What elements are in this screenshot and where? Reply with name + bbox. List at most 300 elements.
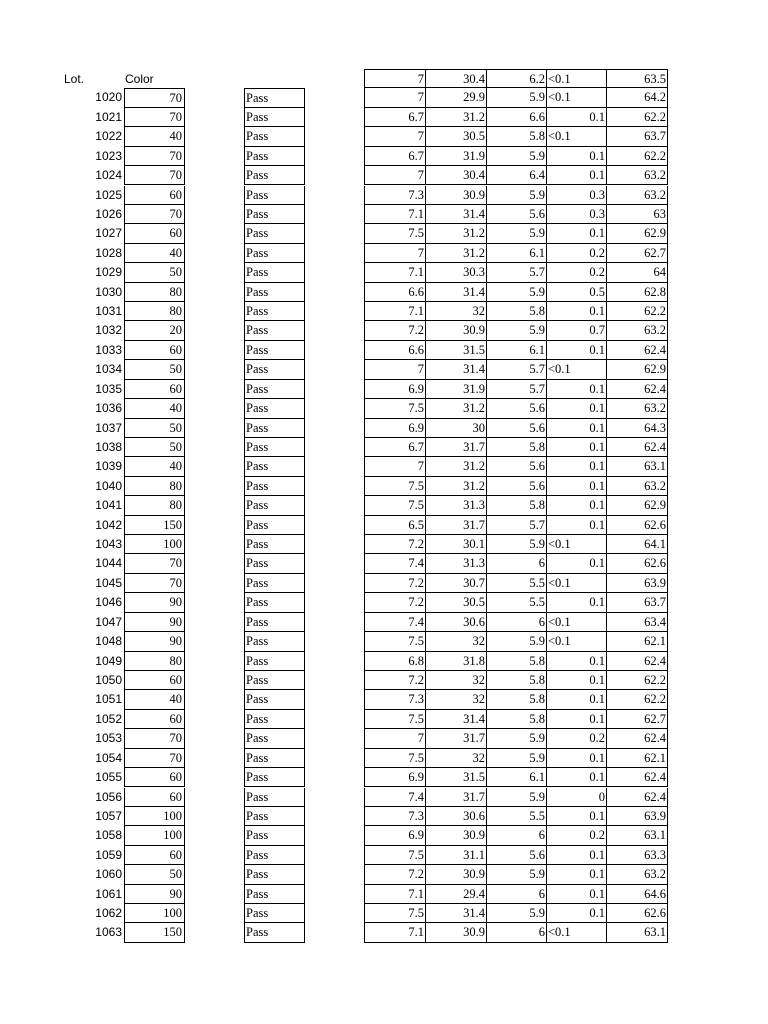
lot-number: 1028	[95, 245, 122, 260]
cell-c3: 5.9	[487, 865, 547, 884]
lot-number: 1025	[95, 187, 122, 202]
color-value: 70	[124, 729, 185, 748]
result-value: Pass	[244, 671, 305, 690]
cell-c5: 62.6	[607, 554, 668, 573]
table-row	[0, 632, 768, 651]
cell-c2: 32	[426, 632, 487, 651]
cell-c5: 62.2	[607, 108, 668, 127]
lot-number: 1044	[95, 556, 122, 571]
cell-c2: 30	[426, 419, 487, 438]
cell-c5: 63.3	[607, 846, 668, 865]
cell-c4: 0.1	[547, 341, 607, 360]
result-value: Pass	[244, 554, 305, 573]
cell-c3: 6	[487, 613, 547, 632]
color-value: 70	[124, 554, 185, 573]
cell-c5: 62.2	[607, 302, 668, 321]
cell-c5: 63.1	[607, 826, 668, 845]
cell-c3: 6.4	[487, 166, 547, 185]
table-row	[0, 205, 768, 224]
cell-c5: 64.2	[607, 88, 668, 107]
cell-c5: 62.6	[607, 516, 668, 535]
result-value: Pass	[244, 263, 305, 282]
cell-c1: 7	[364, 457, 426, 476]
cell-c1: 7.4	[364, 788, 426, 807]
lot-number: 1062	[95, 906, 122, 921]
lot-number: 1059	[95, 847, 122, 862]
color-value: 40	[124, 457, 185, 476]
cell-c3: 5.9	[487, 788, 547, 807]
color-value: 70	[124, 749, 185, 768]
cell-c2: 31.4	[426, 904, 487, 923]
cell-c5: 62.4	[607, 380, 668, 399]
cell-c2: 30.9	[426, 826, 487, 845]
cell-c2: 31.7	[426, 729, 487, 748]
cell-c5: 62.2	[607, 147, 668, 166]
color-value: 60	[124, 224, 185, 243]
lot-number: 1039	[95, 459, 122, 474]
cell-c2: 30.7	[426, 574, 487, 593]
result-value: Pass	[244, 302, 305, 321]
cell-c2: 30.4	[426, 69, 487, 88]
cell-c3: 5.5	[487, 574, 547, 593]
lot-number: 1057	[95, 808, 122, 823]
color-value: 70	[124, 88, 185, 107]
result-value: Pass	[244, 768, 305, 787]
cell-c2: 30.3	[426, 263, 487, 282]
color-value: 90	[124, 885, 185, 904]
color-value: 40	[124, 127, 185, 146]
cell-c4: 0.1	[547, 652, 607, 671]
cell-c1: 7.5	[364, 749, 426, 768]
color-value: 50	[124, 865, 185, 884]
table-row	[0, 244, 768, 263]
table-row	[0, 671, 768, 690]
cell-c1: 6.7	[364, 147, 426, 166]
result-value: Pass	[244, 166, 305, 185]
cell-c5: 62.4	[607, 729, 668, 748]
result-value: Pass	[244, 749, 305, 768]
result-value: Pass	[244, 690, 305, 709]
cell-c2: 31.2	[426, 477, 487, 496]
result-value: Pass	[244, 477, 305, 496]
result-value: Pass	[244, 244, 305, 263]
cell-c4: 0.1	[547, 904, 607, 923]
color-value: 80	[124, 283, 185, 302]
result-value: Pass	[244, 593, 305, 612]
color-value: 20	[124, 321, 185, 340]
lot-number: 1058	[95, 828, 122, 843]
cell-c1: 7.3	[364, 690, 426, 709]
cell-c5: 64.3	[607, 419, 668, 438]
color-value: 60	[124, 186, 185, 205]
cell-c4: 0.1	[547, 457, 607, 476]
cell-c2: 30.4	[426, 166, 487, 185]
cell-c5: 63.2	[607, 166, 668, 185]
result-value: Pass	[244, 360, 305, 379]
result-value: Pass	[244, 108, 305, 127]
cell-c3: 6.2	[487, 69, 547, 88]
cell-c3: 5.8	[487, 652, 547, 671]
color-value: 90	[124, 613, 185, 632]
cell-c2: 29.4	[426, 885, 487, 904]
table-row	[0, 652, 768, 671]
cell-c1: 7.5	[364, 904, 426, 923]
result-value: Pass	[244, 88, 305, 107]
cell-c3: 6.1	[487, 341, 547, 360]
cell-c4: 0.7	[547, 321, 607, 340]
result-value: Pass	[244, 321, 305, 340]
color-column-header: Color	[125, 72, 154, 86]
lot-number: 1042	[95, 517, 122, 532]
result-value: Pass	[244, 127, 305, 146]
cell-c2: 30.6	[426, 807, 487, 826]
lot-number: 1053	[95, 731, 122, 746]
cell-c2: 31.4	[426, 283, 487, 302]
lot-number: 1038	[95, 439, 122, 454]
table-row	[0, 788, 768, 807]
result-value: Pass	[244, 923, 305, 942]
result-value: Pass	[244, 516, 305, 535]
cell-c4: 0.3	[547, 186, 607, 205]
color-value: 80	[124, 496, 185, 515]
result-value: Pass	[244, 205, 305, 224]
cell-c2: 30.9	[426, 865, 487, 884]
table-row	[0, 574, 768, 593]
cell-c1: 7.5	[364, 399, 426, 418]
lot-number: 1049	[95, 653, 122, 668]
cell-c3: 5.9	[487, 147, 547, 166]
table-row	[0, 496, 768, 515]
cell-c2: 32	[426, 302, 487, 321]
table-row	[0, 302, 768, 321]
cell-c2: 31.4	[426, 205, 487, 224]
cell-c1: 7.5	[364, 710, 426, 729]
cell-c5: 62.2	[607, 690, 668, 709]
cell-c2: 30.9	[426, 321, 487, 340]
cell-c4: <0.1	[547, 127, 607, 146]
cell-c1: 7.1	[364, 923, 426, 942]
cell-c5: 62.9	[607, 496, 668, 515]
cell-c3: 5.8	[487, 690, 547, 709]
cell-c1: 7.4	[364, 554, 426, 573]
cell-c3: 6	[487, 923, 547, 942]
lot-number: 1030	[95, 284, 122, 299]
cell-c1: 7	[364, 360, 426, 379]
cell-c5: 62.7	[607, 244, 668, 263]
lot-number: 1045	[95, 575, 122, 590]
cell-c4: 0.1	[547, 710, 607, 729]
cell-c5: 63.7	[607, 593, 668, 612]
cell-c1: 7	[364, 166, 426, 185]
table-row	[0, 710, 768, 729]
cell-c2: 29.9	[426, 88, 487, 107]
result-value: Pass	[244, 535, 305, 554]
cell-c4: 0.2	[547, 729, 607, 748]
table-row	[0, 826, 768, 845]
cell-c3: 5.8	[487, 671, 547, 690]
cell-c1: 6.5	[364, 516, 426, 535]
color-value: 50	[124, 263, 185, 282]
table-row	[0, 457, 768, 476]
table-row	[0, 865, 768, 884]
cell-c3: 5.9	[487, 283, 547, 302]
cell-c5: 62.4	[607, 788, 668, 807]
cell-c5: 62.9	[607, 224, 668, 243]
cell-c4: <0.1	[547, 632, 607, 651]
cell-c5: 64.1	[607, 535, 668, 554]
lot-number: 1029	[95, 265, 122, 280]
result-value: Pass	[244, 496, 305, 515]
cell-c4: 0.5	[547, 283, 607, 302]
result-value: Pass	[244, 788, 305, 807]
cell-c3: 5.9	[487, 904, 547, 923]
cell-c5: 63.9	[607, 574, 668, 593]
cell-c1: 7.2	[364, 535, 426, 554]
table-row	[0, 88, 768, 107]
result-value: Pass	[244, 632, 305, 651]
lot-number: 1055	[95, 770, 122, 785]
cell-c4: 0.1	[547, 554, 607, 573]
cell-c3: 5.6	[487, 846, 547, 865]
cell-c1: 7.5	[364, 846, 426, 865]
cell-c2: 31.4	[426, 360, 487, 379]
cell-c2: 31.9	[426, 147, 487, 166]
lot-number: 1060	[95, 867, 122, 882]
cell-c3: 5.9	[487, 224, 547, 243]
result-value: Pass	[244, 904, 305, 923]
cell-c4: 0.1	[547, 166, 607, 185]
cell-c5: 63.2	[607, 399, 668, 418]
cell-c4: <0.1	[547, 360, 607, 379]
cell-c1: 7.2	[364, 865, 426, 884]
cell-c4: 0.1	[547, 380, 607, 399]
color-value: 150	[124, 516, 185, 535]
cell-c5: 63.9	[607, 807, 668, 826]
cell-c5: 63.1	[607, 923, 668, 942]
cell-c3: 5.9	[487, 729, 547, 748]
cell-c1: 7.1	[364, 263, 426, 282]
lot-number: 1046	[95, 595, 122, 610]
lot-number: 1052	[95, 711, 122, 726]
table-row	[0, 438, 768, 457]
result-value: Pass	[244, 341, 305, 360]
cell-c4: 0.1	[547, 516, 607, 535]
cell-c3: 6.1	[487, 244, 547, 263]
color-value: 100	[124, 826, 185, 845]
color-value: 60	[124, 380, 185, 399]
color-value: 90	[124, 593, 185, 612]
lot-number: 1024	[95, 168, 122, 183]
table-row	[0, 729, 768, 748]
cell-c3: 5.6	[487, 477, 547, 496]
cell-c2: 31.3	[426, 554, 487, 573]
cell-c2: 31.2	[426, 224, 487, 243]
cell-c2: 31.7	[426, 788, 487, 807]
cell-c4: 0.1	[547, 302, 607, 321]
cell-c3: 5.6	[487, 457, 547, 476]
result-value: Pass	[244, 574, 305, 593]
cell-c4: <0.1	[547, 69, 607, 88]
cell-c3: 5.6	[487, 205, 547, 224]
cell-c5: 63.1	[607, 457, 668, 476]
lot-number: 1061	[95, 886, 122, 901]
color-value: 60	[124, 341, 185, 360]
cell-c2: 30.5	[426, 127, 487, 146]
result-value: Pass	[244, 147, 305, 166]
lot-number: 1036	[95, 401, 122, 416]
cell-c4: <0.1	[547, 574, 607, 593]
cell-c2: 31.5	[426, 341, 487, 360]
lot-number: 1050	[95, 673, 122, 687]
table-row	[0, 535, 768, 554]
cell-c5: 62.4	[607, 652, 668, 671]
cell-c1: 6.7	[364, 108, 426, 127]
table-row	[0, 554, 768, 573]
cell-c1: 7.2	[364, 574, 426, 593]
cell-c2: 31.4	[426, 710, 487, 729]
table-row	[0, 341, 768, 360]
table-row	[0, 283, 768, 302]
cell-c2: 31.5	[426, 768, 487, 787]
cell-c5: 63.4	[607, 613, 668, 632]
cell-c4: 0.2	[547, 244, 607, 263]
cell-c4: 0.1	[547, 749, 607, 768]
lot-number: 1021	[95, 109, 122, 124]
cell-c2: 30.6	[426, 613, 487, 632]
cell-c1: 7.3	[364, 186, 426, 205]
cell-c4: 0.1	[547, 593, 607, 612]
lot-number: 1035	[95, 381, 122, 396]
color-value: 60	[124, 710, 185, 729]
lot-number: 1048	[95, 634, 122, 649]
cell-c4: 0.1	[547, 885, 607, 904]
color-value: 150	[124, 923, 185, 942]
result-value: Pass	[244, 710, 305, 729]
cell-c4: 0.1	[547, 399, 607, 418]
lot-number: 1056	[95, 789, 122, 804]
cell-c1: 7	[364, 69, 426, 88]
cell-c3: 5.9	[487, 321, 547, 340]
cell-c3: 5.9	[487, 88, 547, 107]
cell-c4: <0.1	[547, 88, 607, 107]
cell-c1: 7	[364, 244, 426, 263]
table-row	[0, 108, 768, 127]
cell-c3: 5.7	[487, 380, 547, 399]
table-row	[0, 380, 768, 399]
color-value: 60	[124, 846, 185, 865]
color-value: 90	[124, 632, 185, 651]
cell-c4: 0.1	[547, 147, 607, 166]
cell-c2: 32	[426, 690, 487, 709]
table-row	[0, 419, 768, 438]
cell-c3: 5.8	[487, 302, 547, 321]
cell-c5: 62.9	[607, 360, 668, 379]
cell-c2: 31.7	[426, 516, 487, 535]
cell-c1: 6.6	[364, 341, 426, 360]
cell-c1: 7.1	[364, 885, 426, 904]
cell-c5: 62.4	[607, 768, 668, 787]
result-value: Pass	[244, 885, 305, 904]
cell-c1: 6.9	[364, 380, 426, 399]
cell-c5: 62.1	[607, 749, 668, 768]
result-value: Pass	[244, 419, 305, 438]
lot-number: 1022	[95, 129, 122, 144]
result-value: Pass	[244, 457, 305, 476]
cell-c5: 62.8	[607, 283, 668, 302]
cell-c4: 0.2	[547, 826, 607, 845]
cell-c4: 0.1	[547, 108, 607, 127]
table-row-top	[0, 69, 768, 88]
table-row	[0, 127, 768, 146]
table-row	[0, 321, 768, 340]
color-value: 80	[124, 302, 185, 321]
result-value: Pass	[244, 380, 305, 399]
cell-c3: 6	[487, 554, 547, 573]
color-value: 50	[124, 438, 185, 457]
color-value: 50	[124, 360, 185, 379]
cell-c1: 7.2	[364, 593, 426, 612]
cell-c3: 5.8	[487, 127, 547, 146]
cell-c5: 63.2	[607, 321, 668, 340]
result-value: Pass	[244, 865, 305, 884]
cell-c2: 31.2	[426, 108, 487, 127]
cell-c2: 31.8	[426, 652, 487, 671]
lot-number: 1040	[95, 478, 122, 493]
color-value: 50	[124, 419, 185, 438]
lot-number: 1034	[95, 362, 122, 377]
cell-c1: 7.5	[364, 632, 426, 651]
cell-c5: 62.4	[607, 438, 668, 457]
cell-c5: 63	[607, 205, 668, 224]
cell-c1: 7.3	[364, 807, 426, 826]
result-value: Pass	[244, 826, 305, 845]
color-value: 100	[124, 535, 185, 554]
cell-c1: 6.9	[364, 826, 426, 845]
cell-c1: 7	[364, 127, 426, 146]
lot-number: 1037	[95, 420, 122, 435]
cell-c3: 5.6	[487, 399, 547, 418]
cell-c3: 5.8	[487, 496, 547, 515]
result-value: Pass	[244, 652, 305, 671]
lot-number: 1033	[95, 342, 122, 357]
cell-c4: <0.1	[547, 923, 607, 942]
cell-c2: 31.2	[426, 457, 487, 476]
cell-c1: 6.6	[364, 283, 426, 302]
cell-c1: 6.9	[364, 768, 426, 787]
cell-c5: 63.2	[607, 865, 668, 884]
table-row	[0, 224, 768, 243]
cell-c3: 6	[487, 826, 547, 845]
cell-c3: 5.9	[487, 749, 547, 768]
color-value: 70	[124, 205, 185, 224]
cell-c5: 62.4	[607, 341, 668, 360]
cell-c4: <0.1	[547, 535, 607, 554]
cell-c2: 30.9	[426, 923, 487, 942]
cell-c2: 30.1	[426, 535, 487, 554]
cell-c4: 0.1	[547, 671, 607, 690]
cell-c3: 6.1	[487, 768, 547, 787]
cell-c1: 7.2	[364, 321, 426, 340]
result-value: Pass	[244, 224, 305, 243]
table-row	[0, 846, 768, 865]
color-value: 70	[124, 147, 185, 166]
cell-c4: 0.1	[547, 477, 607, 496]
lot-number: 1020	[95, 90, 122, 105]
cell-c2: 31.9	[426, 380, 487, 399]
cell-c5: 64.6	[607, 885, 668, 904]
lot-number: 1047	[95, 614, 122, 629]
cell-c3: 5.5	[487, 593, 547, 612]
